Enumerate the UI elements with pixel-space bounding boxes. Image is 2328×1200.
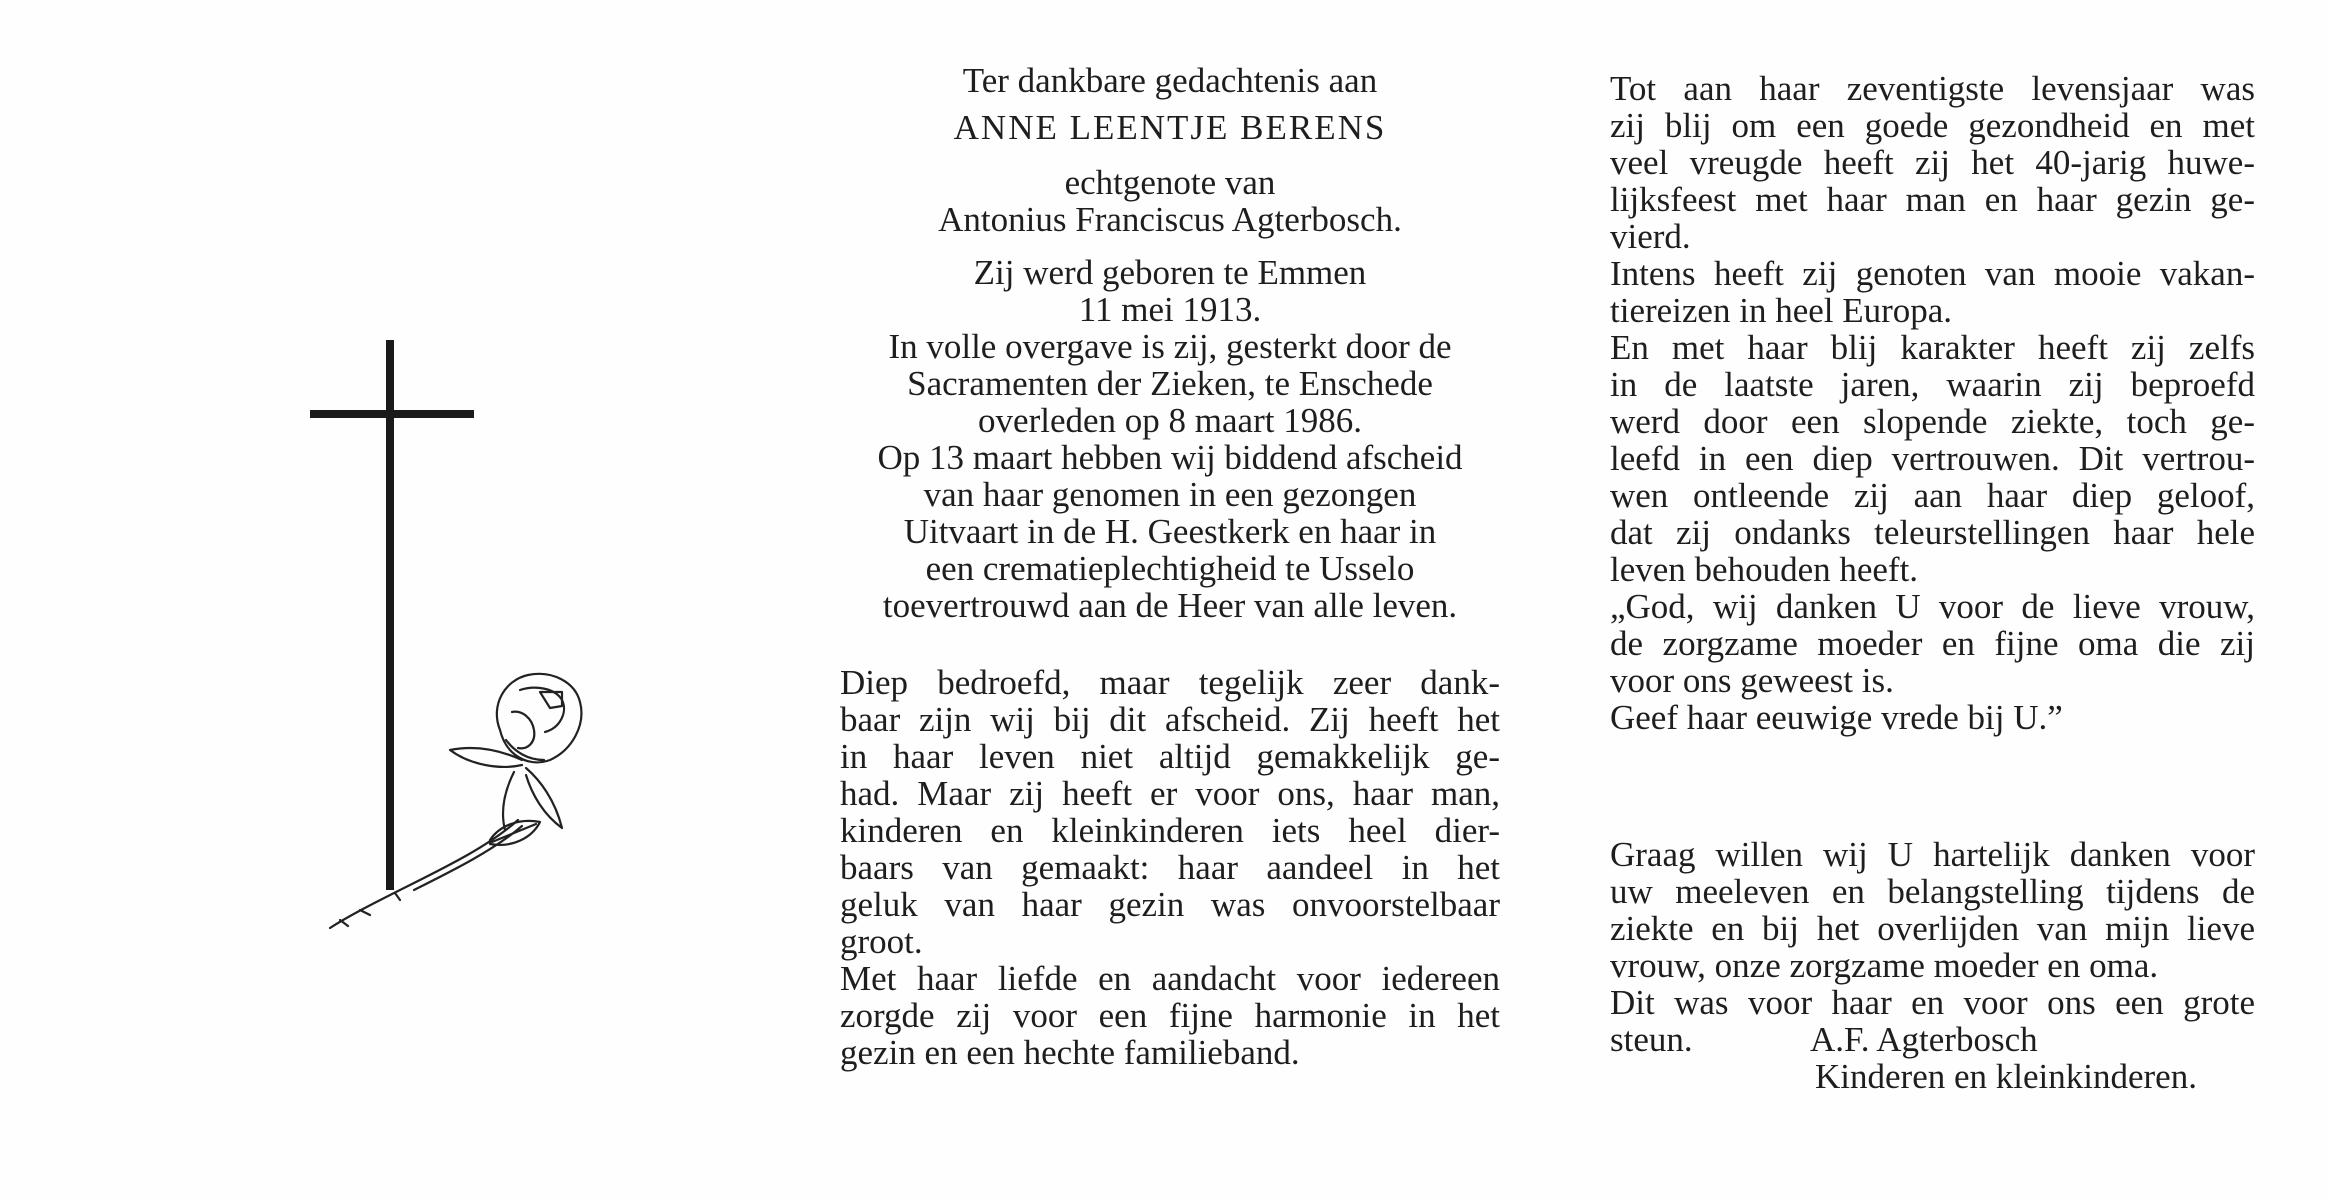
cross-and-rose-illustration: [300, 340, 620, 930]
prayer-line: voor ons geweest is.: [1610, 661, 1894, 700]
birth-date: 11 mei 1913.: [1078, 290, 1262, 329]
signature-family: Kinderen en kleinkinderen.: [1815, 1057, 2197, 1096]
life-line: werd door een slopende ziekte, toch ge-: [1610, 402, 2255, 441]
prayer-line: „God, wij danken U voor de lieve vrouw,: [1610, 587, 2255, 626]
life-line: veel vreugde heeft zij het 40-jarig huwe-: [1610, 143, 2255, 182]
thanks-line: ziekte en bij het overlijden van mijn lieve: [1610, 909, 2255, 948]
life-line: lijksfeest met haar man en haar gezin ge-: [1610, 180, 2255, 219]
tribute-line: Diep bedroefd, maar tegelijk zeer dank-: [840, 663, 1500, 702]
death-line: Uitvaart in de H. Geestkerk en haar in: [903, 512, 1437, 551]
thanks-paragraph: [1610, 836, 2255, 1095]
life-line: dat zij ondanks teleurstellingen haar hele: [1610, 513, 2255, 552]
intro-text: Ter dankbare gedachtenis aan: [962, 61, 1378, 100]
life-line: Tot aan haar zeventigste levensjaar was: [1610, 69, 2255, 108]
thanks-last-word: steun.: [1610, 1020, 1693, 1059]
life-line: leven behouden heeft.: [1610, 550, 1919, 589]
memorial-column: [840, 62, 1500, 1071]
death-line: Sacramenten der Zieken, te Enschede: [907, 364, 1433, 403]
birth-place: Zij werd geboren te Emmen: [973, 253, 1367, 292]
spouse-name: Antonius Franciscus Agterbosch.: [938, 200, 1402, 239]
love-line: Met haar liefde en aandacht voor iedereen: [840, 959, 1500, 998]
spouse-label: echtgenote van: [1064, 163, 1276, 202]
life-line: wen ontleende zij aan haar diep geloof,: [1610, 476, 2255, 515]
death-line: Op 13 maart hebben wij biddend afscheid: [877, 438, 1463, 477]
life-line: tiereizen in heel Europa.: [1610, 291, 1953, 330]
life-line: leefd in een diep vertrouwen. Dit vertrou-: [1610, 439, 2255, 478]
tribute-line: kinderen en kleinkinderen iets heel dier-: [840, 811, 1500, 850]
prayer-end: Geef haar eeuwige vrede bij U.”: [1610, 698, 2063, 737]
life-line: vierd.: [1610, 217, 1691, 256]
tribute-line: had. Maar zij heeft er voor ons, haar man,: [840, 774, 1500, 813]
thanks-line: uw meeleven en belangstelling tijdens de: [1610, 872, 2255, 911]
love-line: gezin en een hechte familieband.: [840, 1033, 1300, 1072]
tribute-line: groot.: [840, 922, 923, 961]
death-line: een crematieplechtigheid te Usselo: [925, 549, 1415, 588]
tribute-line: in haar leven niet altijd gemakkelijk ge-: [840, 737, 1500, 776]
deceased-name: ANNE LEENTJE BERENS: [953, 108, 1387, 147]
life-line: En met haar blij karakter heeft zij zelfs: [1610, 328, 2255, 367]
tribute-line: geluk van haar gezin was onvoorstelbaar: [840, 885, 1500, 924]
signature-name: A.F. Agterbosch: [1810, 1020, 2038, 1059]
tribute-line: baars van gemaakt: haar aandeel in het: [840, 848, 1500, 887]
thanks-line: Graag willen wij U hartelijk danken voor: [1610, 835, 2255, 874]
death-line: van haar genomen in een gezongen: [923, 475, 1417, 514]
rose-icon: [330, 674, 581, 928]
tribute-paragraph: [840, 664, 1500, 1071]
prayer-line: de zorgzame moeder en fijne oma die zij: [1610, 624, 2255, 663]
death-line: toevertrouwd aan de Heer van alle leven.: [882, 586, 1458, 625]
tribute-line: baar zijn wij bij dit afscheid. Zij heeft het: [840, 700, 1500, 739]
thanks-line: vrouw, onze zorgzame moeder en oma.: [1610, 946, 2159, 985]
life-column: [1610, 70, 2255, 1095]
life-paragraph: [1610, 70, 2255, 736]
thanks-line: Dit was voor haar en voor ons een grote: [1610, 983, 2255, 1022]
life-line: Intens heeft zij genoten van mooie vakan-: [1610, 254, 2255, 293]
death-line: In volle overgave is zij, gesterkt door de: [888, 327, 1452, 366]
death-line: overleden op 8 maart 1986.: [978, 401, 1362, 440]
cross-icon: [310, 340, 474, 890]
life-line: in de laatste jaren, waarin zij beproefd: [1610, 365, 2255, 404]
love-line: zorgde zij voor een fijne harmonie in het: [840, 996, 1500, 1035]
life-line: zij blij om een goede gezondheid en met: [1610, 106, 2255, 145]
